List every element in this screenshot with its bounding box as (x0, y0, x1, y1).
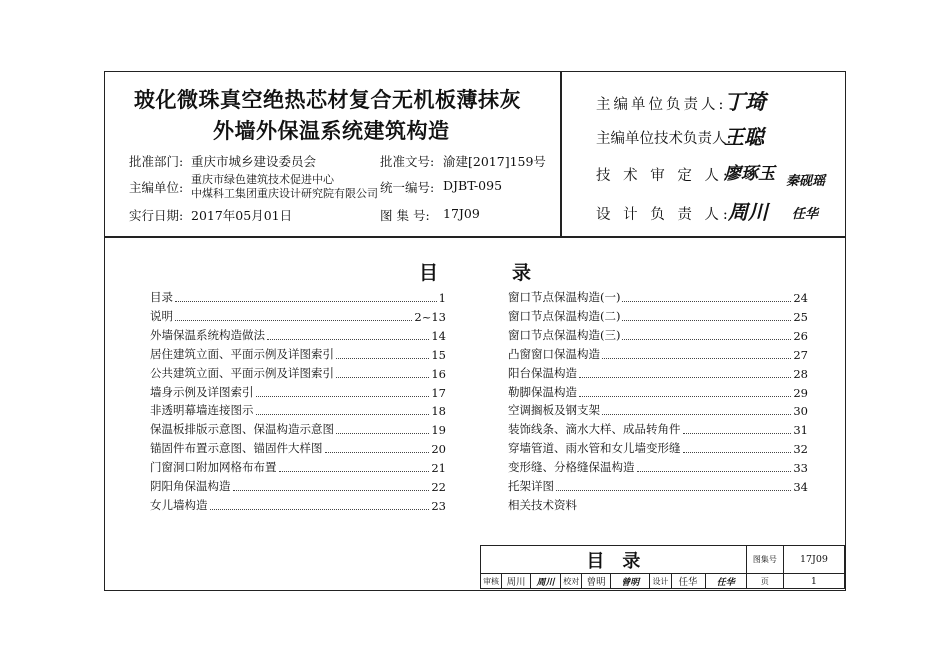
title-block-atlas-label: 图集号 (746, 546, 783, 574)
toc-entry-title: 窗口节点保温构造(三) (508, 327, 621, 342)
toc-entry (150, 327, 446, 343)
toc-entry (508, 308, 808, 324)
toc-entry-leader (336, 433, 429, 434)
tech-head-role: 主编单位技术负责人: (596, 131, 732, 147)
toc-entry-page: 34 (793, 480, 808, 494)
toc-entry-leader (602, 414, 791, 415)
toc-entry-page: 20 (431, 442, 446, 457)
toc-entry-page: 16 (431, 366, 446, 381)
toc-entry-leader (683, 433, 792, 434)
toc-entry-page: 22 (431, 480, 446, 494)
proof-signature: 曾明 (611, 574, 650, 589)
toc-entry-page: 23 (431, 498, 446, 513)
toc-entry-leader (622, 320, 791, 321)
toc-entry (150, 402, 446, 418)
toc-entry-page: 31 (793, 423, 808, 438)
toc-entry-title: 目录 (150, 290, 173, 304)
toc-entry (508, 421, 808, 437)
toc-entry-leader (325, 452, 430, 453)
toc-entry (508, 346, 808, 362)
editor-unit-value1: 重庆市绿色建筑技术促进中心 (191, 173, 334, 186)
toc-entry-leader (683, 452, 792, 453)
toc-entry (150, 421, 446, 437)
impl-date-label: 实行日期: (129, 208, 184, 223)
proof-name: 曾明 (582, 574, 611, 589)
unified-no-value: DJBT-095 (443, 178, 503, 193)
toc-entry-title: 窗口节点保温构造(二) (508, 308, 621, 323)
tech-reviewer-signature-1: 廖琢玉 (724, 164, 775, 184)
toc-entry-page: 19 (431, 423, 446, 438)
toc-entry-leader (336, 377, 429, 378)
toc-entry-leader (579, 396, 791, 397)
editor-unit-value2: 中煤科工集团重庆设计研究院有限公司 (191, 187, 378, 200)
design-head-role: 设 计 负 责 人: (596, 207, 732, 223)
toc-entry-title: 变形缝、分格缝保温构造 (508, 460, 635, 475)
impl-date-value: 2017年05月01日 (191, 208, 293, 223)
toc-entry-page: 24 (793, 291, 808, 305)
toc-entry (508, 384, 808, 400)
toc-entry (508, 289, 808, 305)
review-signature: 周川 (530, 574, 560, 589)
toc-entry-title: 非透明幕墙连接图示 (150, 403, 254, 418)
design-head-signature-1: 周川 (728, 200, 768, 224)
toc-entry (150, 459, 446, 475)
toc-entry-leader (336, 358, 429, 359)
toc-entry-page: 29 (793, 385, 808, 400)
toc-entry (508, 327, 808, 343)
editor-unit-label: 主编单位: (129, 180, 184, 195)
toc-entry-page: 25 (793, 309, 808, 324)
design-head-signature-2: 任华 (792, 207, 819, 222)
toc-entry-title: 女儿墙构造 (150, 497, 208, 512)
toc-entry-leader (175, 301, 437, 302)
toc-entry-leader (637, 471, 792, 472)
toc-entry (508, 478, 808, 494)
atlas-no-value: 17J09 (443, 206, 480, 221)
design-name: 任华 (671, 574, 705, 589)
toc-entry-title: 说明 (150, 308, 173, 323)
page-value: 1 (783, 574, 844, 589)
document-title-line1: 玻化微珠真空绝热芯材复合无机板薄抹灰 (134, 88, 521, 112)
toc-entry-page: 17 (431, 385, 446, 400)
toc-entry-leader (622, 339, 791, 340)
toc-entry-title: 保温板排版示意图、保温构造示意图 (150, 422, 334, 437)
atlas-no-label: 图 集 号: (380, 208, 430, 223)
document-title-line2: 外墙外保温系统建筑构造 (213, 119, 450, 143)
toc-entry-leader (556, 490, 791, 491)
toc-entry (508, 402, 808, 418)
toc-entry-title: 阴阳角保温构造 (150, 479, 231, 493)
toc-entry-title: 装饰线条、滴水大样、成品转角件 (508, 422, 681, 437)
approval-doc-value: 渝建[2017]159号 (443, 154, 546, 169)
toc-entry (508, 365, 808, 381)
toc-entry-leader (602, 358, 791, 359)
toc-entry (150, 478, 446, 494)
title-block (480, 545, 845, 589)
toc-entry (508, 459, 808, 475)
toc-entry-leader (210, 509, 430, 510)
title-block-title: 目录 (481, 546, 747, 574)
toc-entry-leader (175, 320, 412, 321)
toc-entry-page: 21 (431, 461, 446, 476)
toc-entry-title: 外墙保温系统构造做法 (150, 327, 265, 342)
approval-dept-label: 批准部门: (129, 154, 184, 169)
toc-entry-page: 18 (431, 404, 446, 419)
chief-unit-head-signature: 丁琦 (724, 89, 766, 114)
chief-unit-head-role: 主编单位负责人: (596, 97, 727, 113)
header-divider (560, 71, 562, 237)
toc-entry (508, 497, 808, 513)
toc-entry-leader (233, 490, 430, 491)
toc-entry-page: 33 (793, 461, 808, 476)
toc-entry-title: 相关技术资料 (508, 497, 577, 512)
toc-entry-title: 阳台保温构造 (508, 365, 577, 380)
approval-doc-label: 批准文号: (380, 154, 435, 169)
header-bottom-rule (104, 236, 846, 238)
toc-entry-page: 1 (438, 291, 446, 305)
toc-entry-title: 锚固件布置示意图、锚固件大样图 (150, 441, 323, 456)
tech-head-signature: 王聪 (724, 125, 764, 149)
toc-entry-page: 15 (431, 347, 446, 362)
toc-entry (508, 440, 808, 456)
toc-entry-page: 26 (793, 328, 808, 343)
toc-entry (150, 384, 446, 400)
review-label: 审核 (481, 574, 502, 589)
toc-entry-title: 凸窗窗口保温构造 (508, 346, 600, 361)
toc-entry-page: 14 (431, 328, 446, 343)
toc-entry-title: 穿墙管道、雨水管和女儿墙变形缝 (508, 441, 681, 456)
toc-entry-leader (256, 414, 430, 415)
toc-entry-leader (267, 339, 429, 340)
tech-reviewer-role: 技 术 审 定 人: (596, 168, 732, 184)
toc-entry-title: 托架详图 (508, 479, 554, 493)
toc-entry-title: 居住建筑立面、平面示例及详图索引 (150, 346, 334, 361)
proof-label: 校对 (561, 574, 582, 589)
toc-entry (150, 440, 446, 456)
toc-entry-page: 27 (793, 347, 808, 362)
title-block-atlas-value: 17J09 (783, 546, 844, 574)
design-signature: 任华 (705, 574, 746, 589)
review-name: 周川 (502, 574, 531, 589)
toc-entry-title: 墙身示例及详图索引 (150, 384, 254, 399)
toc-entry-title: 门窗洞口附加网格布布置 (150, 460, 277, 475)
toc-entry-leader (279, 471, 430, 472)
page-label: 页 (746, 574, 783, 589)
tech-reviewer-signature-2: 秦砚瑶 (786, 174, 826, 189)
toc-entry-title: 勒脚保温构造 (508, 384, 577, 399)
toc-entry (150, 289, 446, 305)
toc-entry-page: 2~13 (414, 309, 446, 324)
approval-dept-value: 重庆市城乡建设委员会 (191, 154, 317, 169)
toc-entry-leader (579, 377, 791, 378)
toc-entry (150, 346, 446, 362)
toc-entry-leader (256, 396, 430, 397)
toc-entry (150, 497, 446, 513)
toc-entry-leader (622, 301, 791, 302)
toc-entry (150, 365, 446, 381)
toc-entry-title: 窗口节点保温构造(一) (508, 290, 621, 304)
toc-entry (150, 308, 446, 324)
toc-heading-char1: 目 (419, 262, 439, 284)
toc-entry-title: 空调搁板及钢支架 (508, 403, 600, 418)
toc-entry-page: 28 (793, 366, 808, 381)
toc-entry-page: 30 (793, 404, 808, 419)
design-label: 设计 (650, 574, 671, 589)
toc-heading-char2: 录 (512, 262, 532, 284)
toc-entry-title: 公共建筑立面、平面示例及详图索引 (150, 365, 334, 380)
unified-no-label: 统一编号: (380, 180, 435, 195)
toc-entry-page: 32 (793, 442, 808, 457)
